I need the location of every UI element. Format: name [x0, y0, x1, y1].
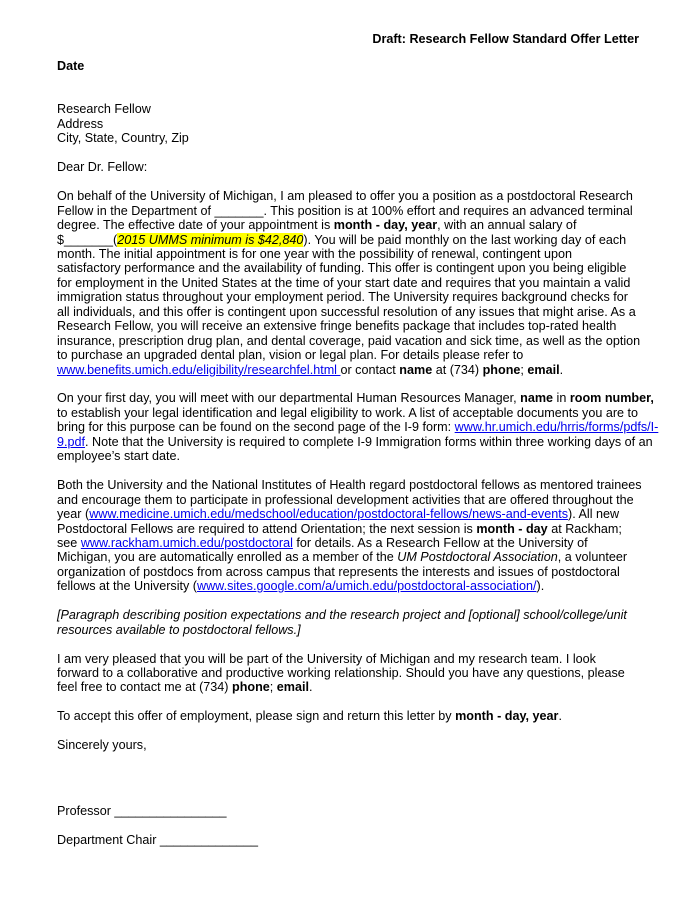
i9-form-link[interactable]: www.hr.umich.edu/hrris/forms/pdfs/I- — [454, 420, 659, 435]
deadline-placeholder: month - day, year — [455, 709, 559, 724]
text-line: employee’s start date. — [57, 449, 180, 464]
rackham-postdoc-link[interactable]: www.rackham.umich.edu/postdoctoral — [80, 535, 293, 550]
text-run: see — [57, 535, 81, 550]
text-line — [57, 536, 661, 550]
text-run: bring for this purpose can be found on the second page of the I-9 form: — [57, 420, 455, 435]
sender-email-placeholder: email — [276, 680, 310, 695]
text-line: Research Fellow, you will receive an extensive fringe benefits package that includes top-rated health — [57, 319, 617, 334]
text-run: ; — [520, 362, 528, 377]
room-number-placeholder: room number, — [569, 391, 654, 406]
text-line — [57, 522, 661, 536]
text-run: ; — [269, 680, 277, 695]
hr-name-placeholder: name — [520, 391, 554, 406]
text-run: , a volunteer — [557, 550, 628, 565]
text-line: On behalf of the University of Michigan, I am pleased to offer you a position as a postdoctoral Research — [57, 189, 633, 204]
text-line: to establish your legal identification and legal eligibility to work. A list of acceptable documents you are to — [57, 405, 639, 420]
text-run: , with an annual salary of — [437, 218, 577, 233]
text-line — [57, 435, 661, 449]
text-line — [57, 391, 661, 405]
paragraph-welcome — [57, 652, 661, 695]
paragraph-position-placeholder — [57, 608, 661, 637]
text-line: [Paragraph describing position expectations and the research project and [optional] school/college/unit — [57, 608, 627, 623]
text-line: resources available to postdoctoral fellows.] — [57, 622, 301, 637]
text-run: year ( — [57, 507, 90, 522]
text-line: Fellow in the Department of _______. This position is at 100% effort and requires an advanced terminal — [57, 203, 633, 218]
paragraph-offer — [57, 189, 661, 377]
text-line — [57, 233, 661, 247]
date-label: Date — [57, 59, 85, 73]
i9-form-link-continued[interactable]: 9.pdf — [57, 434, 86, 449]
recipient-address-line: Address — [57, 116, 104, 131]
association-name: UM Postdoctoral Association — [397, 550, 558, 565]
text-run: fellows at the University ( — [57, 579, 197, 594]
contact-name-placeholder: name — [399, 362, 433, 377]
paragraph-acceptance — [57, 709, 661, 723]
paragraph-first-day — [57, 391, 661, 463]
start-date-placeholder: month - day, year — [333, 218, 438, 233]
professor-signature-line: Professor ________________ — [57, 803, 227, 818]
text-run: for details. As a Research Fellow at the University of — [292, 535, 588, 550]
closing: Sincerely yours, — [57, 738, 147, 753]
text-run: Postdoctoral Fellows are required to attend Orientation; the next session is — [57, 521, 477, 536]
text-line: Both the University and the National Institutes of Health regard postdoctoral fellows as mentored trainees — [57, 478, 642, 493]
postdoc-association-link[interactable]: www.sites.google.com/a/umich.edu/postdoctoral-association/ — [196, 579, 537, 594]
letter-body — [57, 59, 661, 848]
text-line — [57, 218, 661, 232]
text-line: immigration status throughout your employment period. The University requires background checks for — [57, 290, 628, 305]
text-run: . — [559, 362, 564, 377]
text-line: all individuals, and this offer is contingent upon successful resolution of any issues that might arise. As a — [57, 304, 636, 319]
salary-minimum-highlight: 2015 UMMS minimum is $42,840 — [117, 232, 304, 247]
text-line — [57, 680, 661, 694]
postdoc-news-link[interactable]: www.medicine.umich.edu/medschool/education/postdoctoral-fellows/news-and-events — [89, 507, 569, 522]
text-run: . — [558, 709, 562, 724]
text-run: Michigan, you are automatically enrolled as a member of the — [57, 550, 398, 565]
text-run: To accept this offer of employment, please sign and return this letter by — [57, 709, 456, 724]
text-line — [57, 579, 661, 593]
text-run: feel free to contact me at (734) — [57, 680, 233, 695]
text-run: . — [309, 680, 313, 695]
contact-email-placeholder: email — [527, 362, 560, 377]
salutation: Dear Dr. Fellow: — [57, 160, 148, 175]
department-chair-signature-line: Department Chair ______________ — [57, 833, 258, 848]
orientation-date-placeholder: month - day — [476, 521, 548, 536]
text-run: degree. The effective date of your appointment is — [57, 218, 334, 233]
text-line: to purchase an upgraded dental plan, vision or legal plan. For details please refer to — [57, 348, 524, 363]
text-line — [57, 420, 661, 434]
salary-blank: $_______( — [57, 232, 118, 247]
text-line: month. The initial appointment is for one year with the possibility of renewal, contingent upon — [57, 246, 573, 261]
recipient-city-line: City, State, Country, Zip — [57, 131, 189, 146]
text-line: I am very pleased that you will be part of the University of Michigan and my research team. I look — [57, 651, 596, 666]
text-run: ). — [536, 579, 545, 594]
text-run: ). You will be paid monthly on the last working day of each — [303, 232, 627, 247]
text-run: . Note that the University is required to complete I-9 Immigration forms within three working days of an — [85, 434, 653, 449]
text-line: and encourage them to participate in professional development activities that are offered throughout the — [57, 492, 634, 507]
benefits-link[interactable]: www.benefits.umich.edu/eligibility/researchfel.html — [57, 362, 341, 377]
paragraph-development — [57, 478, 661, 594]
text-line — [57, 363, 661, 377]
text-line: insurance, prescription drug plan, and dental coverage, paid vacation and sick time, as well as the option — [57, 333, 641, 348]
sender-phone-placeholder: phone — [232, 680, 270, 695]
text-line — [57, 550, 661, 564]
text-run: or contact — [340, 362, 400, 377]
document-title: Draft: Research Fellow Standard Offer Letter — [372, 32, 639, 46]
text-line: organization of postdocs from across campus that represents the interests and issues of postdoctoral — [57, 564, 620, 579]
contact-phone-placeholder: phone — [482, 362, 521, 377]
text-line: for employment in the United States at the time of your start date and requires that you maintain a valid — [57, 275, 631, 290]
recipient-name: Research Fellow — [57, 102, 151, 117]
text-run: ). All new — [568, 507, 620, 522]
text-line — [57, 507, 661, 521]
text-line: satisfactory performance and the availability of funding. This offer is contingent upon you being eligible — [57, 261, 627, 276]
text-run: at (734) — [432, 362, 483, 377]
recipient-address — [57, 102, 661, 145]
text-run: in — [553, 391, 570, 406]
text-run: On your first day, you will meet with our departmental Human Resources Manager, — [57, 391, 521, 406]
text-run: at Rackham; — [547, 521, 622, 536]
text-line: forward to a collaborative and productive working relationship. Should you have any questions, please — [57, 666, 625, 681]
